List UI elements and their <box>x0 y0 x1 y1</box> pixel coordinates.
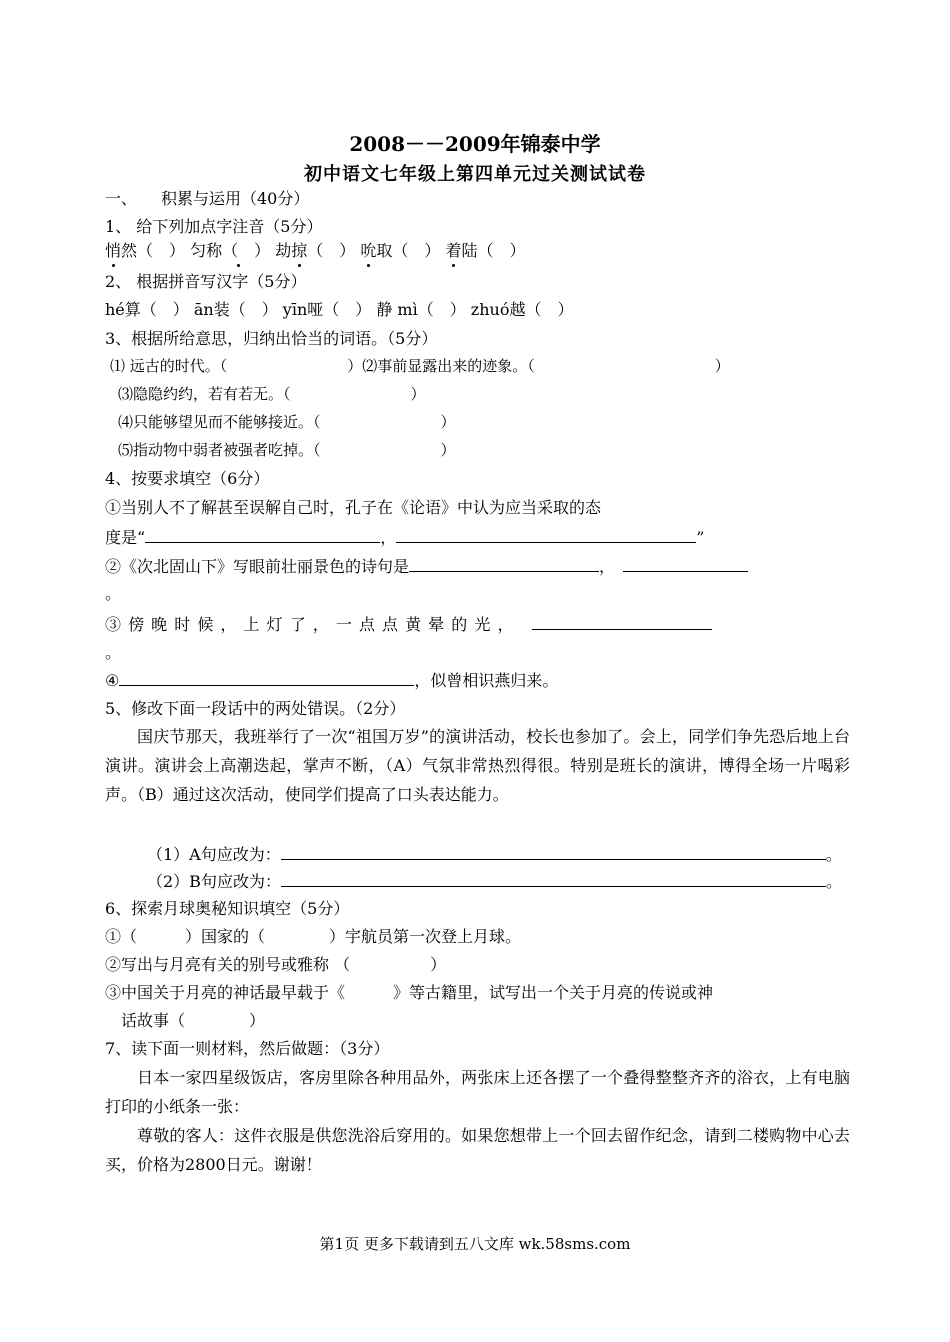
dotted-char: 吮 <box>360 241 377 260</box>
answer-blank[interactable] <box>119 669 414 686</box>
q4-text: ③ 傍 晚 时 候 ， 上 灯 了 ， 一 点 点 黄 晕 的 光 ， <box>105 615 515 634</box>
q2-heading: 2、 根据拼音写汉字（5分） <box>105 272 307 291</box>
q1-item: （ ） <box>307 241 356 260</box>
q5-label: （1）A句应改为： <box>147 845 281 864</box>
q4-text: ， <box>599 557 616 576</box>
q4-a-line1: ①当别人不了解甚至误解自己时，孔子在《论语》中认为应当采取的态 <box>105 498 602 517</box>
q4-text: 度是“ <box>105 528 146 547</box>
q3-heading: 3、根据所给意思，归纳出恰当的词语。（5分） <box>105 329 438 348</box>
q4-c-line <box>105 613 712 636</box>
q5-end: 。 <box>825 845 842 864</box>
q1-item: 然（ ） <box>121 241 186 260</box>
q6-a: ①（ ）国家的（ ）宇航员第一次登上月球。 <box>105 927 522 946</box>
q4-text: ②《次北固山下》写眼前壮丽景色的诗句是 <box>105 557 410 576</box>
q4-text: ” <box>696 528 705 547</box>
dotted-char: 着 <box>445 241 462 260</box>
q4-d-line <box>105 669 558 692</box>
q5-label: （2）B句应改为： <box>147 872 281 891</box>
q6-c: ③中国关于月亮的神话最早载于《 》等古籍里，试写出一个关于月亮的传说或神 <box>105 983 714 1002</box>
q3-item-4: ⑷只能够望见而不能够接近。（ ） <box>118 413 456 431</box>
section-heading: 一、 积累与运用（40分） <box>105 189 310 208</box>
q6-heading: 6、探索月球奥秘知识填空（5分） <box>105 899 350 918</box>
q4-b-end: 。 <box>105 584 122 603</box>
q1-items <box>105 240 526 262</box>
q4-c-end: 。 <box>105 643 122 662</box>
q5-answer-a <box>147 843 842 866</box>
answer-blank[interactable] <box>145 526 380 543</box>
title-school: 2008－－2009年锦泰中学 <box>349 132 601 156</box>
title-exam: 初中语文七年级上第四单元过关测试试卷 <box>304 164 646 185</box>
dotted-char: 称（ ） <box>206 241 271 260</box>
q6-d: 话故事（ ） <box>121 1011 266 1030</box>
q5-passage: 国庆节那天，我班举行了一次“祖国万岁”的演讲活动，校长也参加了。会上，同学们争先恐后地上台演讲。演讲会上高潮迭起，掌声不断，（A）气氛非常热烈得很。特别是班长的演讲，博得全场一片喝彩声。（B）通过这次活动，使同学们提高了口头表达能力。 <box>105 727 850 804</box>
page-footer: 第1页 更多下载请到五八文库 wk.58sms.com <box>319 1235 631 1253</box>
q1-heading: 1、 给下列加点字注音（5分） <box>105 217 323 236</box>
q7-passage-1: 日本一家四星级饭店，客房里除各种用品外，两张床上还各摆了一个叠得整整齐齐的浴衣，上有电脑打印的小纸条一张： <box>105 1068 850 1116</box>
q3-item-1-2: ⑴ 远古的时代。（ ）⑵事前显露出来的迹象。（ ） <box>110 357 730 375</box>
q1-item: 陆（ ） <box>461 241 526 260</box>
q6-b: ②写出与月亮有关的别号或雅称 （ ） <box>105 955 447 974</box>
q7-heading: 7、读下面一则材料，然后做题：（3分） <box>105 1039 390 1058</box>
answer-blank[interactable] <box>532 613 712 630</box>
q1-item: 取（ ） <box>376 241 441 260</box>
q4-a-line2 <box>105 526 704 549</box>
q3-item-3: ⑶隐隐约约，若有若无。（ ） <box>118 385 426 403</box>
answer-blank[interactable] <box>409 555 599 572</box>
q4-text: ，似曾相识燕归来。 <box>414 671 559 690</box>
dotted-char: 悄 <box>105 241 122 260</box>
answer-blank[interactable] <box>396 526 696 543</box>
q7-passage-2: 尊敬的客人：这件衣服是供您洗浴后穿用的。如果您想带上一个回去留作纪念，请到二楼购物中心去买，价格为2800日元。谢谢！ <box>105 1126 850 1174</box>
answer-blank[interactable] <box>281 870 826 887</box>
q4-heading: 4、按要求填空（6分） <box>105 469 270 488</box>
q3-item-5: ⑸指动物中弱者被强者吃掉。（ ） <box>118 441 456 459</box>
answer-blank[interactable] <box>623 555 748 572</box>
q4-text: ④ <box>105 671 120 690</box>
q4-b-line <box>105 555 748 578</box>
q5-heading: 5、修改下面一段话中的两处错误。（2分） <box>105 699 406 718</box>
q5-end: 。 <box>825 872 842 891</box>
q4-text: ， <box>380 528 397 547</box>
q1-item: 匀 <box>190 241 207 260</box>
answer-blank[interactable] <box>281 843 826 860</box>
dotted-char: 掠 <box>291 241 308 260</box>
q2-items: hé算（ ） ān装（ ） yīn哑（ ） 静 mì（ ） zhuó越（ ） <box>105 300 574 319</box>
q5-answer-b <box>147 870 842 893</box>
q1-item: 劫 <box>275 241 292 260</box>
